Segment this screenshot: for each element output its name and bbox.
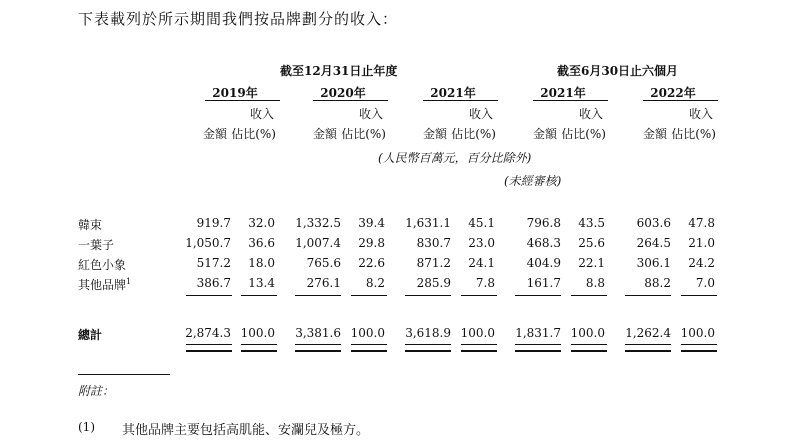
subtotal-rule-3	[295, 295, 341, 296]
cell-r3-c4: 22.6	[358, 256, 385, 270]
row-label-total: 總計	[78, 328, 103, 342]
cell-r1-c5: 1,631.1	[405, 216, 451, 230]
footnote-rule	[78, 374, 170, 375]
cell-r1-c10: 47.8	[688, 216, 715, 230]
total-cell-c7: 1,831.7	[515, 326, 561, 340]
subtotal-rule-6	[461, 295, 497, 296]
cell-r4-c4: 8.2	[365, 276, 385, 290]
total-rule-4	[351, 344, 387, 352]
total-cell-c8: 100.0	[570, 326, 605, 340]
col-header-pct-line2: 佔比(%)	[341, 127, 386, 141]
cell-r4-c7: 161.7	[526, 276, 561, 290]
cell-r1-c9: 603.6	[636, 216, 671, 230]
year-rule-3	[423, 100, 498, 101]
cell-r4-c2: 13.4	[248, 276, 275, 290]
subtotal-rule-4	[351, 295, 387, 296]
col-header-pct-line2: 佔比(%)	[231, 127, 276, 141]
year-header-5: 2022年	[650, 86, 696, 100]
footnote-text: 其他品牌主要包括高肌能、安瀾兒及極方。	[122, 423, 370, 438]
cell-r3-c10: 24.2	[688, 256, 715, 270]
cell-r3-c1: 517.2	[196, 256, 231, 270]
total-rule-9	[625, 344, 671, 352]
subtotal-rule-5	[405, 295, 451, 296]
cell-r1-c4: 39.4	[358, 216, 385, 230]
col-header-amount: 金額	[312, 127, 337, 141]
cell-r4-c3: 276.1	[306, 276, 341, 290]
cell-r2-c7: 468.3	[526, 236, 561, 250]
col-header-pct-line1: 收入	[468, 107, 493, 121]
cell-r4-c5: 285.9	[416, 276, 451, 290]
cell-r4-c10: 7.0	[695, 276, 715, 290]
col-header-pct-line2: 佔比(%)	[671, 127, 716, 141]
row-label-red-elephant: 紅色小象	[78, 258, 127, 272]
total-rule-8	[571, 344, 607, 352]
col-header-pct-line1: 收入	[249, 107, 274, 121]
row-label-other-brands-text: 其他品牌	[78, 278, 127, 292]
total-cell-c4: 100.0	[350, 326, 385, 340]
cell-r2-c1: 1,050.7	[185, 236, 231, 250]
total-rule-1	[186, 344, 232, 352]
year-rule-1	[205, 100, 280, 101]
total-rule-7	[515, 344, 561, 352]
cell-r1-c6: 45.1	[468, 216, 495, 230]
cell-r3-c2: 18.0	[248, 256, 275, 270]
cell-r2-c5: 830.7	[416, 236, 451, 250]
col-header-pct-line1: 收入	[688, 107, 713, 121]
cell-r2-c3: 1,007.4	[295, 236, 341, 250]
col-header-pct-line2: 佔比(%)	[561, 127, 606, 141]
intro-text: 下表載列於所示期間我們按品牌劃分的收入：	[78, 10, 399, 28]
year-header-3: 2021年	[430, 86, 476, 100]
group-header-years-ended: 截至12月31日止年度	[280, 64, 398, 78]
year-rule-4	[533, 100, 608, 101]
total-cell-c9: 1,262.4	[625, 326, 671, 340]
cell-r1-c8: 43.5	[578, 216, 605, 230]
subtotal-rule-10	[681, 295, 717, 296]
subtotal-rule-1	[186, 295, 232, 296]
col-header-pct-line2: 佔比(%)	[451, 127, 496, 141]
cell-r1-c2: 32.0	[248, 216, 275, 230]
cell-r2-c4: 29.8	[358, 236, 385, 250]
total-rule-2	[241, 344, 277, 352]
cell-r4-c8: 8.8	[585, 276, 605, 290]
cell-r2-c8: 25.6	[578, 236, 605, 250]
unit-note: (人民幣百萬元，百分比除外)	[378, 151, 532, 165]
footnote-ref-1: 1	[126, 277, 132, 286]
footnote-number: (1)	[78, 420, 95, 434]
total-cell-c5: 3,618.9	[405, 326, 451, 340]
cell-r3-c7: 404.9	[526, 256, 561, 270]
unaudited-note: (未經審核)	[504, 174, 562, 188]
total-cell-c1: 2,874.3	[185, 326, 231, 340]
cell-r2-c2: 36.6	[248, 236, 275, 250]
subtotal-rule-7	[515, 295, 561, 296]
col-header-amount: 金額	[642, 127, 667, 141]
cell-r4-c6: 7.8	[475, 276, 495, 290]
total-rule-6	[461, 344, 497, 352]
year-rule-2	[313, 100, 388, 101]
total-rule-5	[405, 344, 451, 352]
cell-r3-c6: 24.1	[468, 256, 495, 270]
subtotal-rule-9	[625, 295, 671, 296]
subtotal-rule-2	[241, 295, 277, 296]
col-header-pct-line1: 收入	[358, 107, 383, 121]
cell-r3-c5: 871.2	[416, 256, 451, 270]
col-header-amount: 金額	[422, 127, 447, 141]
year-header-4: 2021年	[540, 86, 586, 100]
row-label-other-brands	[78, 276, 131, 293]
cell-r3-c3: 765.6	[306, 256, 341, 270]
col-header-amount: 金額	[532, 127, 557, 141]
total-cell-c3: 3,381.6	[295, 326, 341, 340]
group-header-six-months: 截至6月30日止六個月	[557, 64, 679, 78]
total-rule-3	[295, 344, 341, 352]
year-header-2: 2020年	[320, 86, 366, 100]
cell-r2-c10: 21.0	[688, 236, 715, 250]
year-rule-5	[643, 100, 718, 101]
year-header-1: 2019年	[212, 86, 258, 100]
cell-r4-c9: 88.2	[644, 276, 671, 290]
cell-r3-c9: 306.1	[636, 256, 671, 270]
total-cell-c6: 100.0	[460, 326, 495, 340]
cell-r1-c7: 796.8	[526, 216, 561, 230]
cell-r1-c1: 919.7	[196, 216, 231, 230]
total-cell-c10: 100.0	[680, 326, 715, 340]
cell-r2-c6: 23.0	[468, 236, 495, 250]
cell-r2-c9: 264.5	[636, 236, 671, 250]
total-cell-c2: 100.0	[240, 326, 275, 340]
col-header-amount: 金額	[202, 127, 227, 141]
footnote-title: 附註：	[78, 384, 115, 398]
cell-r3-c8: 22.1	[578, 256, 605, 270]
col-header-pct-line1: 收入	[578, 107, 603, 121]
cell-r4-c1: 386.7	[196, 276, 231, 290]
row-label-yiyezi: 一葉子	[78, 238, 115, 252]
total-rule-10	[681, 344, 717, 352]
cell-r1-c3: 1,332.5	[295, 216, 341, 230]
subtotal-rule-8	[571, 295, 607, 296]
row-label-hanshu: 韓束	[78, 218, 103, 232]
